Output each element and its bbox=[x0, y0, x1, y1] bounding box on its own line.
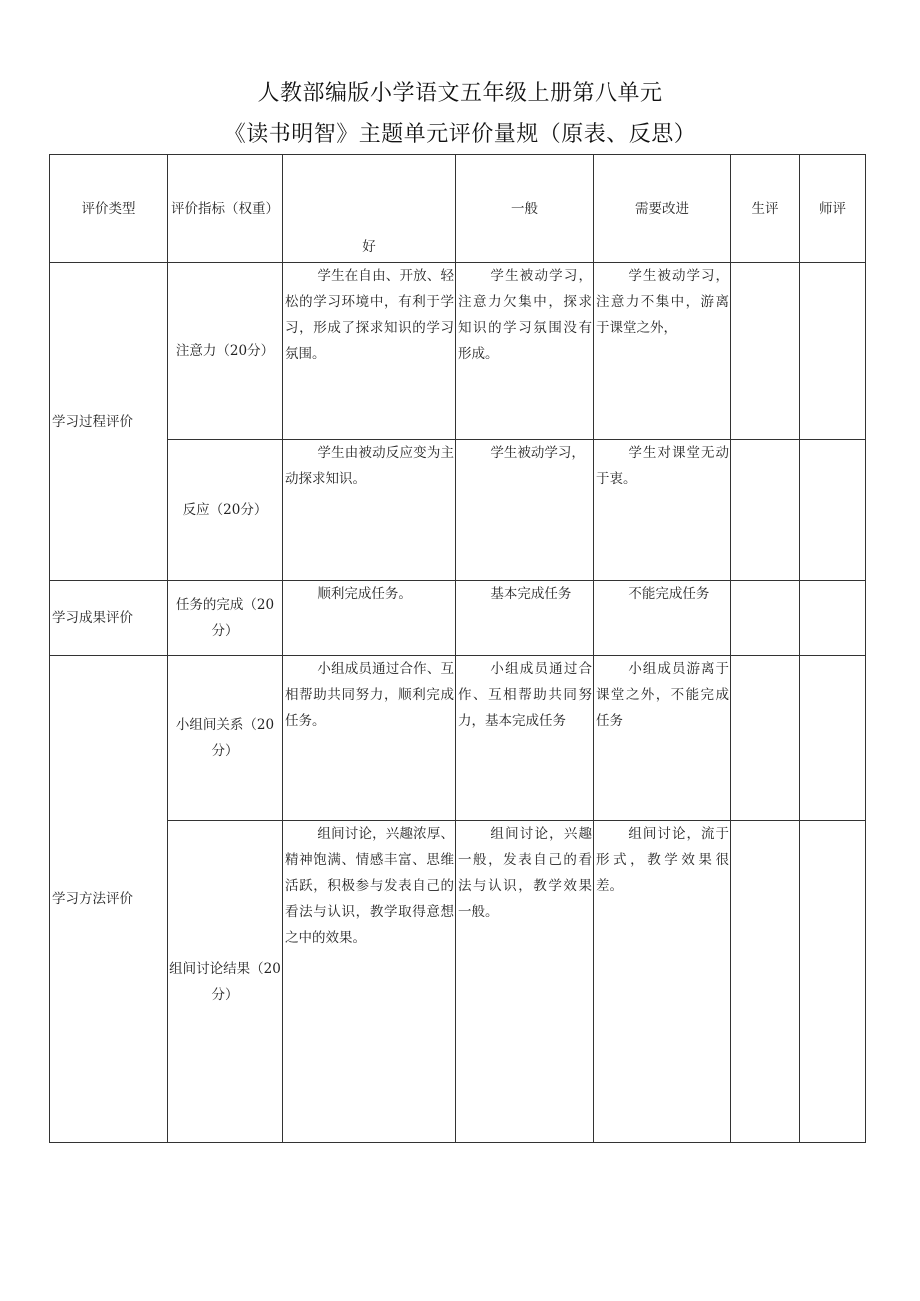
average-description: 基本完成任务 bbox=[456, 581, 594, 656]
table-row bbox=[50, 581, 866, 656]
self-score-cell[interactable] bbox=[731, 821, 800, 1143]
teacher-score-cell[interactable] bbox=[800, 440, 866, 581]
average-description: 组间讨论，兴趣一般，发表自己的看法与认识，教学效果一般。 bbox=[456, 821, 594, 1143]
teacher-score-cell[interactable] bbox=[800, 263, 866, 440]
indicator-cell: 小组间关系（20分） bbox=[168, 656, 283, 821]
indicator-cell: 组间讨论结果（20分） bbox=[168, 821, 283, 1143]
improve-description: 学生对课堂无动于衷。 bbox=[594, 440, 731, 581]
teacher-score-cell[interactable] bbox=[800, 581, 866, 656]
improve-description: 组间讨论，流于形式，教学效果很差。 bbox=[594, 821, 731, 1143]
header-indicator: 评价指标（权重） bbox=[168, 155, 283, 263]
average-description: 学生被动学习，注意力欠集中，探求知识的学习氛围没有形成。 bbox=[456, 263, 594, 440]
self-score-cell[interactable] bbox=[731, 263, 800, 440]
indicator-cell: 任务的完成（20分） bbox=[168, 581, 283, 656]
header-average: 一般 bbox=[456, 155, 594, 263]
type-cell-process: 学习过程评价 bbox=[50, 263, 168, 581]
header-teacher-evaluation: 师评 bbox=[800, 155, 866, 263]
evaluation-rubric-table bbox=[49, 154, 866, 1143]
indicator-cell: 反应（20分） bbox=[168, 440, 283, 581]
improve-description: 学生被动学习，注意力不集中，游离于课堂之外， bbox=[594, 263, 731, 440]
table-row bbox=[50, 656, 866, 821]
good-description: 学生由被动反应变为主动探求知识。 bbox=[283, 440, 456, 581]
average-description: 小组成员通过合作、互相帮助共同努力，基本完成任务 bbox=[456, 656, 594, 821]
header-needs-improvement: 需要改进 bbox=[594, 155, 731, 263]
self-score-cell[interactable] bbox=[731, 440, 800, 581]
table-row bbox=[50, 263, 866, 440]
improve-description: 小组成员游离于课堂之外，不能完成任务 bbox=[594, 656, 731, 821]
average-description: 学生被动学习， bbox=[456, 440, 594, 581]
good-description: 学生在自由、开放、轻松的学习环境中，有利于学习，形成了探求知识的学习氛围。 bbox=[283, 263, 456, 440]
good-description: 组间讨论，兴趣浓厚、精神饱满、情感丰富、思维活跃，积极参与发表自己的看法与认识，教学取得意想之中的效果。 bbox=[283, 821, 456, 1143]
document-title-line2: 《读书明智》主题单元评价量规（原表、反思） bbox=[223, 122, 697, 147]
good-description: 小组成员通过合作、互相帮助共同努力，顺利完成任务。 bbox=[283, 656, 456, 821]
self-score-cell[interactable] bbox=[731, 581, 800, 656]
improve-description: 不能完成任务 bbox=[594, 581, 731, 656]
table-row bbox=[50, 821, 866, 1143]
header-self-evaluation: 生评 bbox=[731, 155, 800, 263]
self-score-cell[interactable] bbox=[731, 656, 800, 821]
type-cell-method: 学习方法评价 bbox=[50, 656, 168, 1143]
header-type: 评价类型 bbox=[50, 155, 168, 263]
type-cell-outcome: 学习成果评价 bbox=[50, 581, 168, 656]
teacher-score-cell[interactable] bbox=[800, 656, 866, 821]
teacher-score-cell[interactable] bbox=[800, 821, 866, 1143]
document-title-line1: 人教部编版小学语文五年级上册第八单元 bbox=[257, 81, 663, 106]
header-good: 好 bbox=[283, 155, 456, 263]
table-row bbox=[50, 440, 866, 581]
good-description: 顺利完成任务。 bbox=[283, 581, 456, 656]
indicator-cell: 注意力（20分） bbox=[168, 263, 283, 440]
header-row bbox=[50, 155, 866, 263]
